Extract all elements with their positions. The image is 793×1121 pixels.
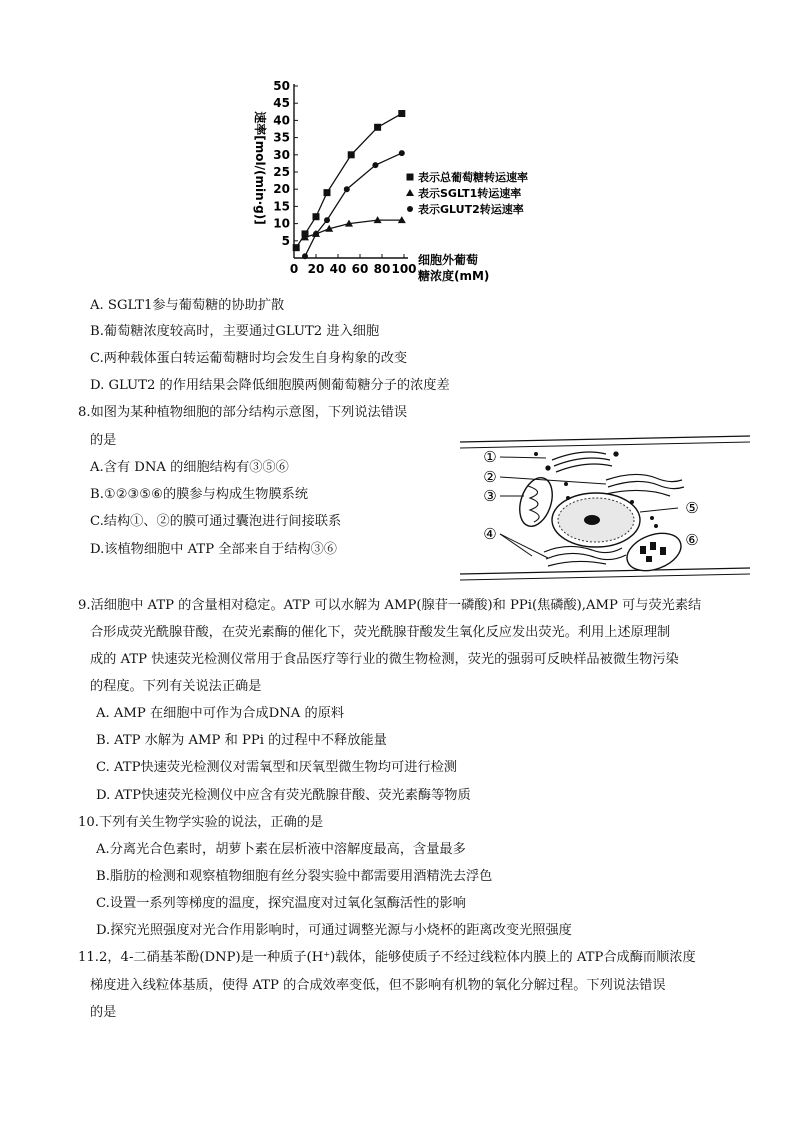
q7-option-d: D. GLUT2 的作用结果会降低细胞膜两侧葡萄糖分子的浓度差 xyxy=(90,378,450,393)
data-point-square xyxy=(348,151,355,158)
data-point-square xyxy=(398,110,405,117)
q9-stem-line4: 的程度。下列有关说法正确是 xyxy=(90,679,262,694)
data-point-circle xyxy=(344,186,350,192)
data-point-square xyxy=(324,189,331,196)
x-axis-label-line2: 糖浓度(mM) xyxy=(418,269,490,283)
data-point-triangle xyxy=(406,189,414,196)
nucleus xyxy=(552,493,640,547)
legend-entry-3: 表示GLUT2转运速率 xyxy=(418,203,524,216)
y-tick-label: 30 xyxy=(273,147,290,162)
data-point-square xyxy=(374,124,381,131)
data-point-circle xyxy=(407,206,413,212)
q8-option-b: B.①②③⑤⑥的膜参与构成生物膜系统 xyxy=(90,487,309,502)
y-tick-label: 35 xyxy=(273,130,290,145)
q7-option-a: A. SGLT1参与葡萄糖的协助扩散 xyxy=(90,298,285,313)
y-axis-label: 速率[mol/(min·g)] xyxy=(253,111,267,225)
q11-stem-line3: 的是 xyxy=(90,1005,117,1020)
q8-option-d: D.该植物细胞中 ATP 全部来自于结构③⑥ xyxy=(90,542,337,557)
q7-option-c: C.两种载体蛋白转运葡萄糖时均会发生自身构象的改变 xyxy=(90,351,408,366)
plant-cell-figure xyxy=(456,432,754,582)
legend-entry-1: 表示总葡萄糖转运速率 xyxy=(418,171,528,184)
data-point-circle xyxy=(313,231,319,237)
data-point-square xyxy=(407,174,414,181)
label-4: ④ xyxy=(483,525,497,543)
q11-stem-line1: 11.2，4-二硝基苯酚(DNP)是一种质子(H⁺)载体，能够使质子不经过线粒体内膜上的 ATP合成酶而顺浓度 xyxy=(78,950,696,965)
q10-option-d: D.探究光照强度对光合作用影响时，可通过调整光源与小烧杯的距离改变光照强度 xyxy=(96,923,572,938)
golgi-apparatus xyxy=(546,452,618,472)
q11-stem-line2: 梯度进入线粒体基质，使得 ATP 的合成效率变低，但不影响有机物的氧化分解过程。下列说法错误 xyxy=(90,978,666,993)
label-3: ③ xyxy=(483,487,497,505)
y-tick-label: 45 xyxy=(273,96,290,111)
data-point-circle xyxy=(324,217,330,223)
q9-stem-line2: 合形成荧光酰腺苷酸，在荧光素酶的催化下，荧光酰腺苷酸发生氧化反应发出荧光。利用上述原理制 xyxy=(90,625,671,640)
y-tick-label: 15 xyxy=(273,199,290,214)
x-tick-label: 100 xyxy=(391,262,417,276)
plant-cell-svg xyxy=(456,432,754,582)
series-line-3 xyxy=(305,153,402,256)
y-tick-label: 25 xyxy=(273,165,290,179)
x-tick-label: 0 xyxy=(289,262,299,276)
chart-legend xyxy=(406,170,528,216)
q9-stem-line1: 9.活细胞中 ATP 的含量相对稳定。ATP 可以水解为 AMP(腺苷一磷酸)和 PPi(焦磷酸),AMP 可与荧光素结 xyxy=(78,598,702,613)
q9-option-d: D. ATP快速荧光检测仪中应含有荧光酰腺苷酸、荧光素酶等物质 xyxy=(96,788,471,803)
q8-option-a: A.含有 DNA 的细胞结构有③⑤⑥ xyxy=(90,460,289,475)
chart-series xyxy=(293,110,406,259)
q10-option-a: A.分离光合色素时，胡萝卜素在层析液中溶解度最高，含量最多 xyxy=(96,842,466,857)
q9-option-b: B. ATP 水解为 AMP 和 PPi 的过程中不释放能量 xyxy=(96,733,387,748)
q8-option-c: C.结构①、②的膜可通过囊泡进行间接联系 xyxy=(90,514,342,529)
transport-rate-chart xyxy=(240,78,560,298)
legend-entry-2: 表示SGLT1转运速率 xyxy=(418,187,522,200)
y-tick-label: 5 xyxy=(281,233,290,248)
q9-stem-line3: 成的 ATP 快速荧光检测仪常用于食品医疗等行业的微生物检测，荧光的强弱可反映样品被微生物污染 xyxy=(90,652,679,667)
q9-option-c: C. ATP快速荧光检测仪对需氧型和厌氧型微生物均可进行检测 xyxy=(96,760,457,775)
data-point-circle xyxy=(372,162,378,168)
q7-option-b: B.葡萄糖浓度较高时，主要通过GLUT2 进入细胞 xyxy=(90,324,380,339)
label-5: ⑤ xyxy=(685,499,699,517)
y-tick-label: 20 xyxy=(273,182,290,197)
q10-stem: 10.下列有关生物学实验的说法，正确的是 xyxy=(78,815,324,830)
label-1: ① xyxy=(483,448,497,466)
x-tick-label: 20 xyxy=(307,262,325,276)
x-axis-label-line1: 细胞外葡萄 xyxy=(418,253,479,267)
x-tick-label: 40 xyxy=(329,262,347,276)
data-point-circle xyxy=(302,253,308,259)
q8-stem-line1: 8.如图为某种植物细胞的部分结构示意图，下列说法错误 xyxy=(78,405,408,420)
series-line-1 xyxy=(296,114,402,248)
data-point-square xyxy=(313,213,320,220)
y-tick-label: 50 xyxy=(273,79,290,93)
y-tick-label: 10 xyxy=(273,216,290,231)
data-point-square xyxy=(293,244,300,251)
q8-stem-line2: 的是 xyxy=(90,433,117,448)
label-6: ⑥ xyxy=(685,531,699,549)
q9-option-a: A. AMP 在细胞中可作为合成DNA 的原料 xyxy=(96,706,345,721)
label-2: ② xyxy=(483,468,497,486)
x-tick-label: 60 xyxy=(351,262,369,276)
y-tick-label: 40 xyxy=(273,113,290,128)
q10-option-b: B.脂肪的检测和观察植物细胞有丝分裂实验中都需要用酒精洗去浮色 xyxy=(96,869,493,884)
chart-svg xyxy=(240,78,560,298)
x-tick-label: 80 xyxy=(373,262,391,276)
data-point-circle xyxy=(399,150,405,156)
q10-option-c: C.设置一系列等梯度的温度，探究温度对过氧化氢酶活性的影响 xyxy=(96,896,466,911)
